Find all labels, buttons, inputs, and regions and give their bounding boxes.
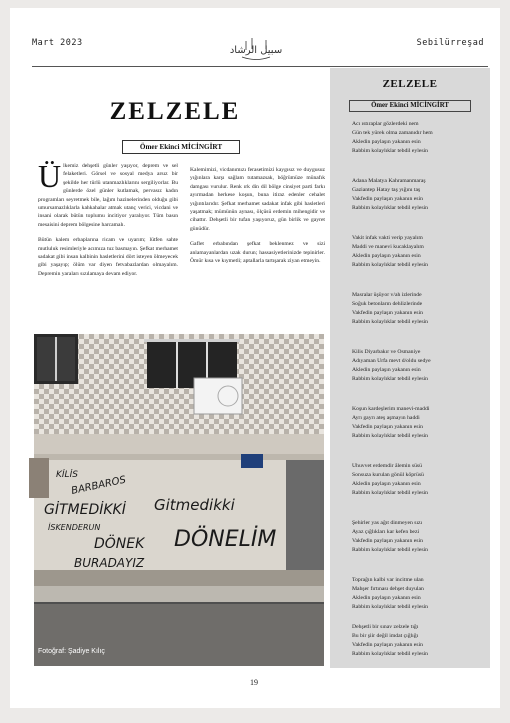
poem-line: Soğuk betonların dehlizlerinde xyxy=(352,301,423,307)
poem-line: Adıyaman Urfa mevt d/oldu sedye xyxy=(352,358,431,364)
poem-line: Vakfedin paylaşın yakanın esin xyxy=(352,310,423,316)
article-column-2 xyxy=(190,166,325,272)
poem-line: Akledin paylaşın yakanın esin xyxy=(352,481,421,487)
poem-stanza xyxy=(352,348,487,384)
poem-sidebar xyxy=(330,68,490,668)
poem-line: Akledin paylaşın yakanın esin xyxy=(352,253,421,259)
poem-line: Maddi ve manevi kucaklayalım xyxy=(352,244,424,250)
poem-line: Masralar üşüyor v/ah izlerinde xyxy=(352,292,422,298)
poem-author: Ömer Ekinci MİCİNGİRT xyxy=(349,100,471,112)
article-paragraph: Ülkemiz dehşetli günler yaşıyor, deprem ve sel felaketleri. Görsel ve sosyal medya arsız bir şekilde her türlü utanmazlıklarını sergiliyorlar. Bu günlerde özel günler kutlamak, pervasız kadın programları seyretmek bile, lağım hazinelerinden olduğu gibi umursamazlıklarla kahkahalar atmak utanç verici, vicdani ve insani olarak bütün toplumu incitiyor yaralıyor. Tüm basın mesaisini deprem bölgesine harcamalı. xyxy=(38,158,178,228)
poem-line: Rabbim kolaylıklar tebdil eylesin xyxy=(352,376,428,382)
poem-line: Vakfedin paylaşın yakanın esin xyxy=(352,196,423,202)
poem-line: Rabbim kolaylıklar tebdil eylesin xyxy=(352,148,428,154)
article-paragraph: Bütün kalem erbaplarına ricam ve uyarım; lütfen sahte mutluluk resimleriyle acımıza tuz basmayın. Şefkat merhamet sadakat gibi insan kalbinin hasletlerini dört isteyen ölmeyecek gibi yaşayıp; ölüm var diyen fetvabazlardan olmayalım. Depremin yaraları sızılamaya devam ediyor. xyxy=(38,237,178,277)
graffiti-text: İSKENDERUN xyxy=(48,523,101,532)
poem-title: ZELZELE xyxy=(382,78,438,90)
page-number: 19 xyxy=(250,678,258,687)
poem-line: Acı ıstıraplar gözlerdeki nem xyxy=(352,121,419,127)
poem-line: Gün tek yürek olma zamanıdır hem xyxy=(352,130,433,136)
graffiti-text: DÖNEK xyxy=(94,536,145,552)
poem-line: Adana Malatya Kahramanmaraş xyxy=(352,178,426,184)
poem-line: Akledin paylaşın yakanın esin xyxy=(352,595,421,601)
poem-line: Akledin paylaşın yakanın esin xyxy=(352,367,421,373)
publication-name: Sebilürreşad xyxy=(416,38,484,48)
graffiti-text: BURADAYIZ xyxy=(74,556,145,570)
issue-date: Mart 2023 xyxy=(32,38,83,48)
poem-stanza xyxy=(352,177,487,213)
poem-line: Uhuvvet erdemdir âlemin süsü xyxy=(352,463,422,469)
poem-line: Rabbim kolaylıklar tebdil eylesin xyxy=(352,262,428,268)
poem-line: Gaziantep Hatay taş yığını taş xyxy=(352,187,421,193)
poem-line: Vakit infak vakti verip yayalım xyxy=(352,235,423,241)
publication-logo xyxy=(229,32,283,64)
logo-calligraphy: سبيل الرشاد xyxy=(229,45,283,56)
poem-stanza xyxy=(352,234,487,270)
article-column-1 xyxy=(38,158,178,285)
poem-line: Rabbim kolaylıklar tebdil eylesin xyxy=(352,490,428,496)
poem-line: Sonsuza kurulan gönül köprüsü xyxy=(352,472,424,478)
poem-line: Bu bir şiir değil imdat çığlığı xyxy=(352,633,419,639)
poem-line: Ayrı gayrı ateş aşmayın haddi xyxy=(352,415,420,421)
poem-line: Vakfedin paylaşın yakanın esin xyxy=(352,424,423,430)
poem-stanza xyxy=(352,576,487,612)
poem-stanza xyxy=(352,291,487,327)
poem-line: Rabbim kolaylıklar tebdil eylesin xyxy=(352,651,428,657)
photo-caption: Fotoğraf: Şadiye Kılıç xyxy=(38,648,105,655)
poem-line: Dehşetli bir sınav zelzele tığı xyxy=(352,624,419,630)
poem-line: Rabbim kolaylıklar tebdil eylesin xyxy=(352,604,428,610)
poem-line: Vakfedin paylaşın yakanın esin xyxy=(352,538,423,544)
poem-line: Rabbim kolaylıklar tebdil eylesin xyxy=(352,205,428,211)
poem-line: Ayaz çığlıkları kar kefen bezi xyxy=(352,529,420,535)
poem-line: Kilis Diyarbakır ve Osmaniye xyxy=(352,349,421,355)
graffiti-text: Gitmedikki xyxy=(154,496,235,514)
graffiti-text: GİTMEDİKKİ xyxy=(44,502,126,518)
article-paragraph: Kalemimizi, vicdanımızı ferasetimizi kaygısız ve duygusuz yığınlara karşı sağlam tutamazsak, böğrümüze münafık damgası vurulur. Renk ırk din dil bölge cinsiyet parti farkı ayırmadan herkese koşun, buna itiraz edenler cehalet yığıntılarıdır. Şefkat merhamet sadakat infak gibi hasletleri yaşatmak; mümünün aynası, ölçüsü erdemin mihengidir ve cihattır. Dehşetli bir tufan yaşıyoruz, gün birlik ve gayret günüdür. xyxy=(190,167,325,232)
earthquake-photo xyxy=(34,334,324,666)
poem-line: Rabbim kolaylıklar tebdil eylesin xyxy=(352,433,428,439)
poem-line: Rabbim kolaylıklar tebdil eylesin xyxy=(352,547,428,553)
poem-stanza xyxy=(352,405,487,441)
poem-line: Vakfedin paylaşın yakanın esin xyxy=(352,642,423,648)
poem-line: Rabbim kolaylıklar tebdil eylesin xyxy=(352,319,428,325)
article-paragraph: Gaflet erbabından şefkat beklenmez ve sizi anlamayanlardan uzak durun; hassasiyetlerinizde tepinirler. Ömür kısa ve kıymetli; aptallarla tartışarak ziyan etmeyin. xyxy=(190,241,325,265)
graffiti-text: KİLİS xyxy=(56,470,78,480)
article-author: Ömer Ekinci MİCİNGİRT xyxy=(122,140,240,154)
poem-stanza xyxy=(352,623,487,659)
poem-line: Mahşer fırtınası dehşet duyulan xyxy=(352,586,424,592)
graffiti-text: DÖNELİM xyxy=(174,527,277,552)
poem-line: Akledin paylaşın yakanın esin xyxy=(352,139,421,145)
poem-line: Şehirler yas ağıt dinmeyen sızı xyxy=(352,520,423,526)
magazine-page xyxy=(10,8,500,708)
graffiti-text: BARBAROS xyxy=(70,474,127,497)
poem-stanza xyxy=(352,120,487,156)
article-title: ZELZELE xyxy=(109,98,241,125)
header-divider xyxy=(32,66,488,67)
poem-line: Koşun kardeşlerim manevi-maddi xyxy=(352,406,430,412)
poem-stanza xyxy=(352,462,487,498)
poem-stanza xyxy=(352,519,487,555)
drop-cap: Ü xyxy=(38,158,62,194)
poem-line: Toprağın kalbi var incitme ulan xyxy=(352,577,424,583)
